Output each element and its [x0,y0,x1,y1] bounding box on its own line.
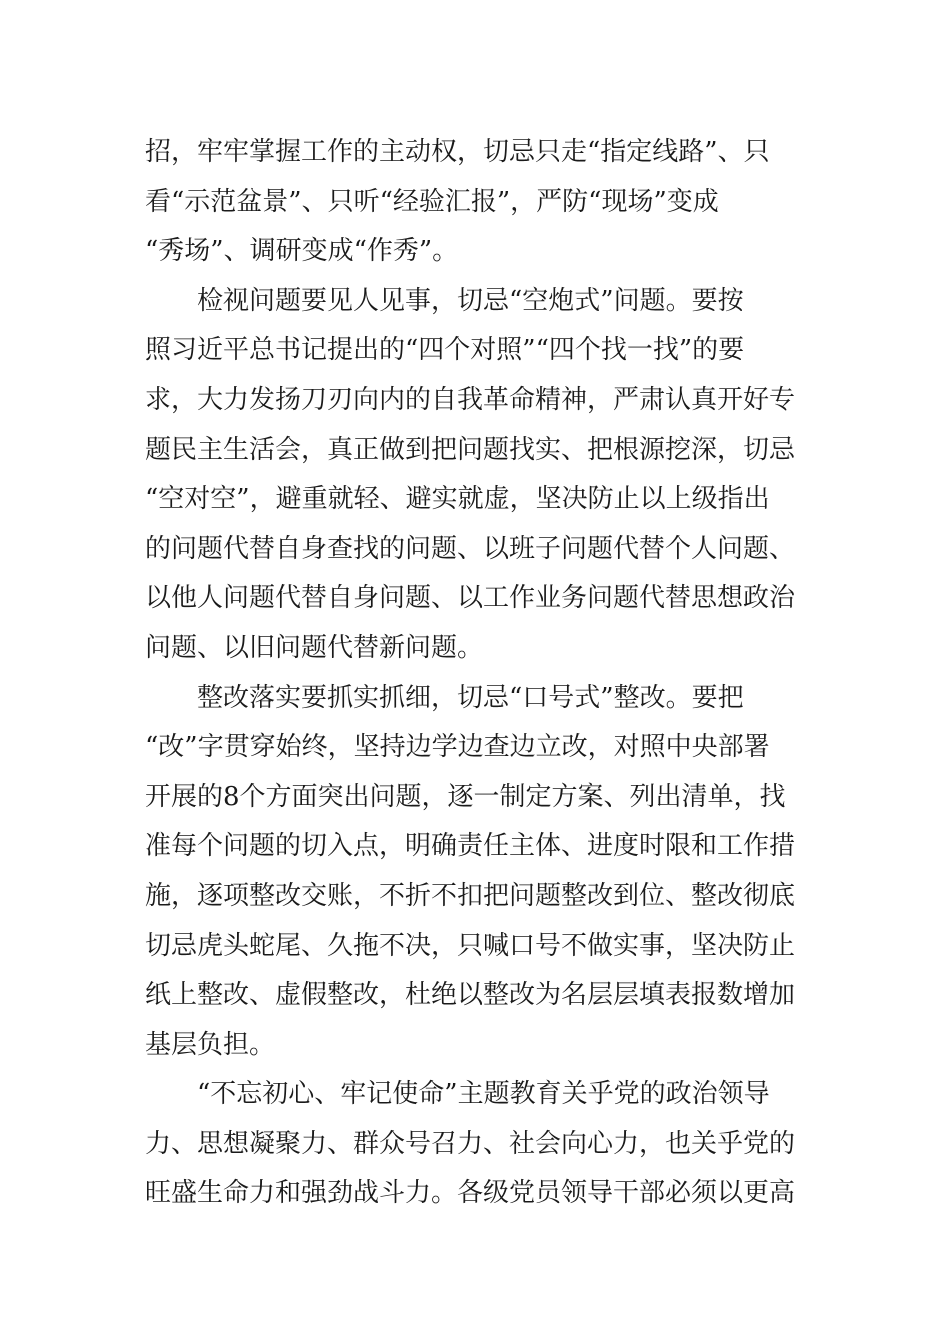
text-line: 切忌虎头蛇尾、久拖不决，只喊口号不做实事，坚决防止 [145,930,796,961]
text-line: 旺盛生命力和强劲战斗力。各级党员领导干部必须以更高 [145,1178,796,1209]
text-line: 施，逐项整改交账，不折不扣把问题整改到位、整改彻底 [145,880,796,911]
text-line: 的问题代替自身查找的问题、以班子问题代替个人问题、 [145,533,796,564]
text-line: 招，牢牢掌握工作的主动权，切忌只走“指定线路”、只 [145,137,770,167]
text-line: 开展的8个方面突出问题，逐一制定方案、列出清单，找 [145,781,786,812]
text-line: 题民主生活会，真正做到把问题找实、把根源挖深，切忌 [145,434,796,465]
text-line: 照习近平总书记提出的“四个对照”“四个找一找”的要 [145,335,745,366]
text-line: “不忘初心、牢记使命”主题教育关乎党的政治领导 [145,1079,770,1110]
text-line: 检视问题要见人见事，切忌“空炮式”问题。要按 [145,285,744,316]
text-line: “改”字贯穿始终，坚持边学边查边立改，对照中央部署 [145,732,770,763]
text-line: 问题、以旧问题代替新问题。 [145,632,484,663]
text-line: 准每个问题的切入点，明确责任主体、进度时限和工作措 [145,831,796,862]
text-line: 以他人问题代替自身问题、以工作业务问题代替思想政治 [145,583,796,614]
text-line: 看“示范盆景”、只听“经验汇报”，严防“现场”变成 [145,186,719,217]
document-body [145,128,815,1219]
text-line: 基层负担。 [145,1029,276,1060]
text-line: 求，大力发扬刀刃向内的自我革命精神，严肃认真开好专 [145,384,796,415]
text-line: 力、思想凝聚力、群众号召力、社会向心力，也关乎党的 [145,1128,796,1159]
text-line: 整改落实要抓实抓细，切忌“口号式”整改。要把 [145,682,744,713]
text-line: 纸上整改、虚假整改，杜绝以整改为名层层填表报数增加 [145,980,796,1011]
text-line: “空对空”，避重就轻、避实就虚，坚决防止以上级指出 [145,484,770,515]
text-line: “秀场”、调研变成“作秀”。 [145,236,459,267]
